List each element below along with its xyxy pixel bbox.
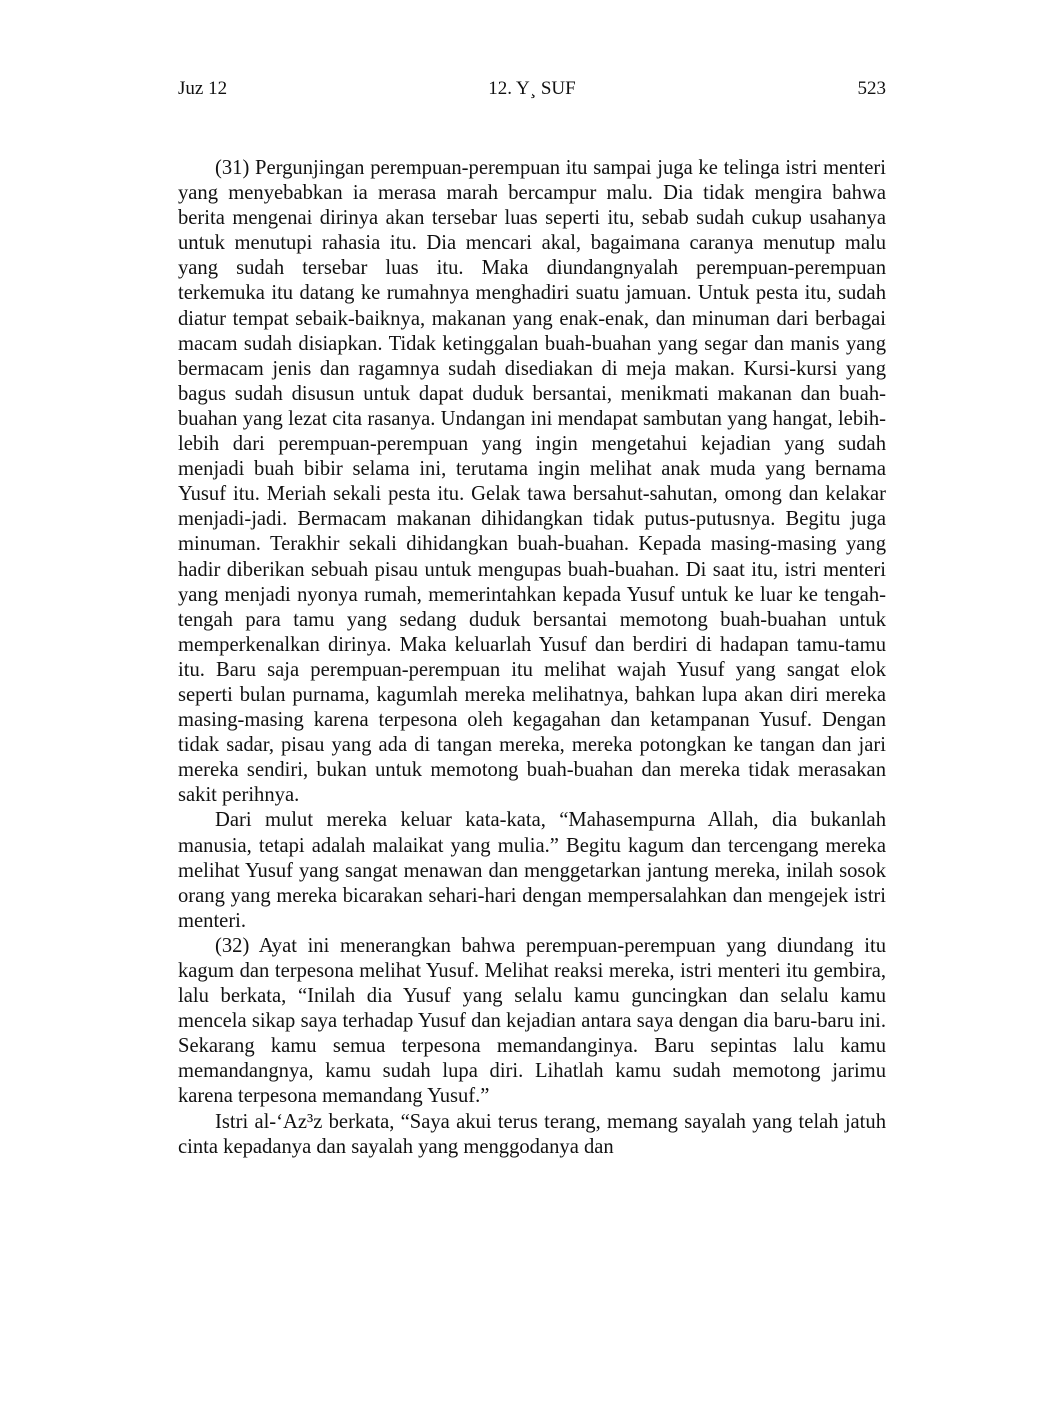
running-header (178, 72, 886, 106)
page (178, 72, 886, 1160)
body-text (178, 156, 886, 1160)
juz-label: Juz 12 (178, 78, 228, 99)
paragraph-women-exclaim: Dari mulut mereka keluar kata-kata, “Mahasempurna Allah, dia bukanlah manusia, tetapi adalah malaikat yang mulia.” Begitu kagum dan tercengang mereka melihat Yusuf yang sangat menawan dan menggetarkan jantung mereka, inilah sosok orang yang mereka bicarakan sehari-hari dengan mempersalahkan dan mengejek istri menteri. (178, 809, 886, 932)
surah-title: 12. Y¸ SUF (488, 78, 576, 99)
page-number: 523 (857, 78, 886, 99)
paragraph-verse-31: (31) Pergunjingan perempuan-perempuan itu sampai juga ke telinga istri menteri yang menyebabkan ia merasa marah bercampur malu. Dia tidak mengira bahwa berita mengenai dirinya akan tersebar luas seperti itu, sebab sudah cukup usahanya untuk menutupi rahasia itu. Dia mencari akal, bagaimana caranya menutup malu yang sudah tersebar luas itu. Maka diundangnyalah perempuan-perempuan terkemuka itu datang ke rumahnya menghadiri suatu jamuan. Untuk pesta itu, sudah diatur tempat sebaik-baiknya, makanan yang enak-enak, dan minuman dari berbagai macam sudah disiapkan. Tidak ketinggalan buah-buahan yang segar dan manis yang bermacam jenis dan ragamnya sudah disediakan di meja makan. Kursi-kursi yang bagus sudah disusun untuk dapat duduk bersantai, menikmati makanan dan buah-buahan yang lezat cita rasanya. Undangan ini mendapat sambutan yang hangat, lebih-lebih dari perempuan-perempuan yang ingin mengetahui kejadian yang sudah menjadi buah bibir selama ini, terutama ingin melihat anak muda yang bernama Yusuf itu. Meriah sekali pesta itu. Gelak tawa bersahut-sahutan, omong dan kelakar menjadi-jadi. Bermacam makanan dihidangkan tidak putus-putusnya. Begitu juga minuman. Terakhir sekali dihidangkan buah-buahan. Kepada masing-masing yang hadir diberikan sebuah pisau untuk mengupas buah-buahan. Di saat itu, istri menteri yang menjadi nyonya rumah, memerintahkan kepada Yusuf untuk ke luar ke tengah-tengah para tamu yang sedang duduk bersantai memotong buah-buahan untuk memperkenalkan dirinya. Maka keluarlah Yusuf dan berdiri di hadapan tamu-tamu itu. Baru saja perempuan-perempuan itu melihat wajah Yusuf yang sangat elok seperti bulan purnama, kagumlah mereka melihatnya, bahkan lupa akan diri mereka masing-masing karena terpesona oleh kegagahan dan ketampanan Yusuf. Dengan tidak sadar, pisau yang ada di tangan mereka, mereka potongkan ke tangan dan jari mereka sendiri, bukan untuk memotong buah-buahan dan mereka tidak merasakan sakit perihnya. (178, 157, 886, 807)
paragraph-verse-32: (32) Ayat ini menerangkan bahwa perempuan-perempuan yang diundang itu kagum dan terpesona melihat Yusuf. Melihat reaksi mereka, istri menteri itu gembira, lalu berkata, “Inilah dia Yusuf yang selalu kamu guncingkan dan selalu kamu mencela sikap saya terhadap Yusuf dan kejadian antara saya dengan dia baru-baru ini. Sekarang kamu semua terpesona memandanginya. Baru sepintas lalu kamu memandangnya, kamu sudah lupa diri. Lihatlah kamu sudah memotong jarimu karena terpesona memandang Yusuf.” (178, 934, 886, 1108)
paragraph-aziz-wife-confession: Istri al-‘Az³z berkata, “Saya akui terus terang, memang sayalah yang telah jatuh cinta kepadanya dan sayalah yang menggodanya dan (178, 1110, 886, 1158)
